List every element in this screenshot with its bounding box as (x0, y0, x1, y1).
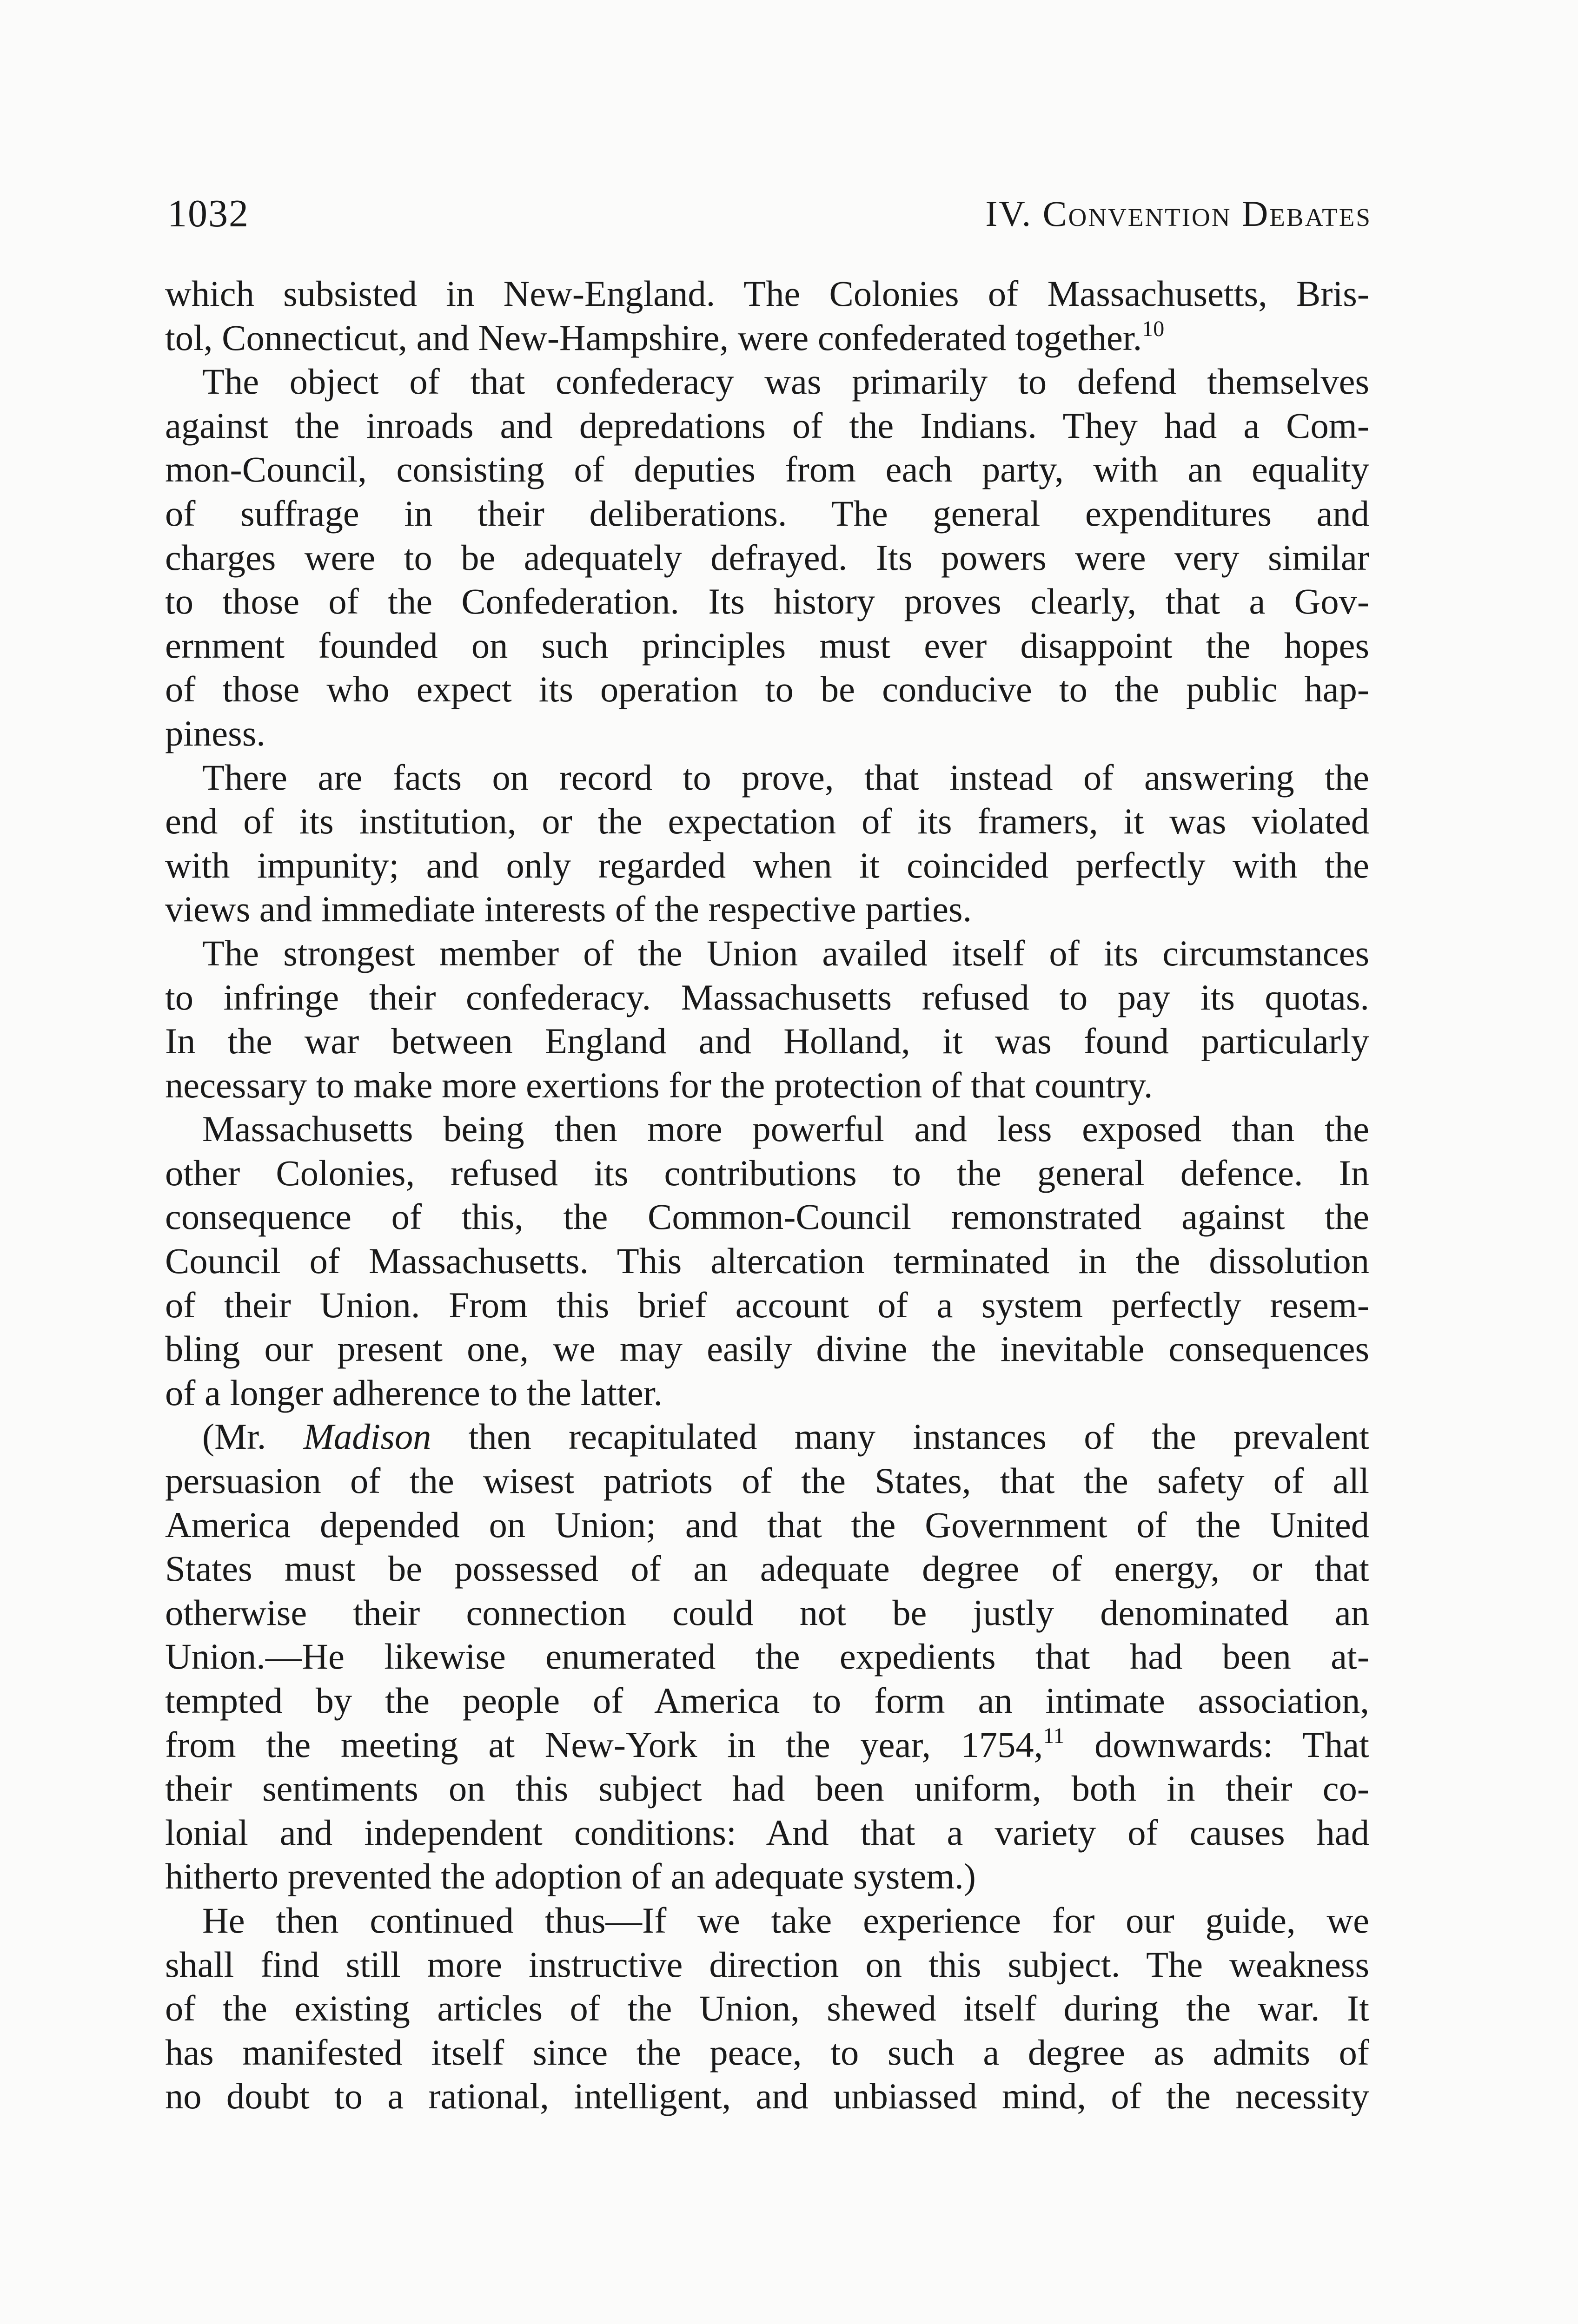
text-line (165, 1107, 1369, 1151)
text-line (165, 624, 1369, 668)
text-line (165, 492, 1369, 536)
paragraph (165, 756, 1369, 931)
text-run: of suffrage in their deliberations. The general expenditures and (165, 493, 1369, 534)
text-run: ernment founded on such principles must ever disappoint the hopes (165, 625, 1369, 666)
text-line (165, 1063, 1369, 1108)
text-line (165, 1679, 1369, 1723)
text-line (165, 536, 1369, 580)
text-run: tol, Connecticut, and New-Hampshire, were confederated together. (165, 317, 1142, 358)
paragraph (165, 360, 1369, 755)
text-run: America depended on Union; and that the Government of the United (165, 1504, 1369, 1545)
text-line (165, 1723, 1369, 1767)
text-line (165, 1635, 1369, 1679)
text-run: Council of Massachusetts. This altercation terminated in the dissolution (165, 1241, 1369, 1281)
text-run: views and immediate interests of the respective parties. (165, 889, 972, 930)
text-line (165, 1899, 1369, 1943)
text-run: bling our present one, we may easily divine the inevitable consequences (165, 1328, 1369, 1369)
text-run: of their Union. From this brief account of a system perfectly resem- (165, 1284, 1369, 1325)
text-run: There are facts on record to prove, that instead of answering the (202, 757, 1369, 798)
text-run: persuasion of the wisest patriots of the States, that the safety of all (165, 1460, 1369, 1501)
text-line (165, 1415, 1369, 1459)
text-run: shall find still more instructive direction on this subject. The weakness (165, 1944, 1369, 1985)
text-run: against the inroads and depredations of the Indians. They had a Com- (165, 405, 1369, 446)
text-line (165, 360, 1369, 404)
text-run: The object of that confederacy was primarily to defend themselves (202, 361, 1369, 402)
text-line (165, 316, 1369, 360)
text-line (165, 1195, 1369, 1239)
text-run: necessary to make more exertions for the protection of that country. (165, 1064, 1153, 1105)
text-run: has manifested itself since the peace, to such a degree as admits of (165, 2032, 1369, 2073)
text-run: of a longer adherence to the latter. (165, 1372, 663, 1413)
text-run: piness. (165, 713, 265, 753)
text-line (165, 844, 1369, 888)
text-run: end of its institution, or the expectation of its framers, it was violated (165, 801, 1369, 842)
text-run: mon-Council, consisting of deputies from each party, with an equality (165, 449, 1369, 490)
text-line (165, 2031, 1369, 2075)
text-run: charges were to be adequately defrayed. Its powers were very similar (165, 537, 1369, 578)
text-line (165, 1811, 1369, 1855)
text-run: In the war between England and Holland, it was found particularly (165, 1021, 1369, 1062)
text-line (165, 1019, 1369, 1063)
text-line (165, 712, 1369, 756)
text-run: States must be possessed of an adequate degree of energy, or that (165, 1548, 1369, 1589)
text-line (165, 1591, 1369, 1635)
text-line (165, 1239, 1369, 1283)
text-line (165, 1459, 1369, 1503)
text-run: of the existing articles of the Union, shewed itself during the war. It (165, 1988, 1369, 2029)
footnote-marker: 11 (1043, 1723, 1065, 1748)
text-line (165, 1987, 1369, 2031)
text-line (165, 2074, 1369, 2119)
text-run: Massachusetts being then more powerful and less exposed than the (202, 1109, 1369, 1149)
text-line (165, 756, 1369, 800)
text-line (165, 931, 1369, 976)
text-line (165, 1943, 1369, 1987)
text-run: other Colonies, refused its contributions to the general defence. In (165, 1152, 1369, 1193)
text-run: their sentiments on this subject had been uniform, both in their co- (165, 1768, 1369, 1809)
text-run: (Mr. (202, 1416, 304, 1457)
text-line (165, 799, 1369, 844)
text-line (165, 1547, 1369, 1591)
text-run: hitherto prevented the adoption of an adequate system.) (165, 1856, 976, 1897)
text-run: consequence of this, the Common-Council remonstrated against the (165, 1196, 1369, 1237)
text-run: to those of the Confederation. Its history proves clearly, that a Gov- (165, 581, 1369, 622)
footnote-marker: 10 (1142, 316, 1165, 341)
text-run: tempted by the people of America to form an intimate association, (165, 1680, 1369, 1721)
text-line (165, 1371, 1369, 1415)
paragraph (165, 1107, 1369, 1415)
paragraph (165, 931, 1369, 1107)
paragraph (165, 1415, 1369, 1899)
paragraph (165, 272, 1369, 360)
text-line (165, 976, 1369, 1020)
text-line (165, 1151, 1369, 1195)
text-run: downwards: That (1064, 1724, 1369, 1765)
text-line (165, 1503, 1369, 1547)
section-title: IV. Convention Debates (985, 193, 1372, 234)
text-line (165, 448, 1369, 492)
text-run: with impunity; and only regarded when it coincided perfectly with the (165, 845, 1369, 885)
text-line (165, 580, 1369, 624)
text-run: of those who expect its operation to be conducive to the public hap- (165, 669, 1369, 710)
text-line (165, 272, 1369, 316)
text-run: He then continued thus—If we take experience for our guide, we (202, 1900, 1369, 1941)
text-run: otherwise their connection could not be justly denominated an (165, 1592, 1369, 1633)
text-run: which subsisted in New-England. The Colonies of Massachusetts, Bris- (165, 273, 1369, 314)
text-line (165, 667, 1369, 712)
text-run: The strongest member of the Union availed itself of its circumstances (202, 932, 1369, 973)
running-head (167, 186, 1372, 242)
text-run: to infringe their confederacy. Massachusetts refused to pay its quotas. (165, 977, 1369, 1017)
italic-name: Madison (303, 1416, 431, 1457)
text-run: then recapitulated many instances of the prevalent (431, 1416, 1370, 1457)
paragraph (165, 1899, 1369, 2119)
text-run: from the meeting at New-York in the year, 1754, (165, 1724, 1043, 1765)
text-line (165, 1855, 1369, 1899)
body-text (165, 272, 1369, 2119)
text-line (165, 887, 1369, 931)
text-line (165, 404, 1369, 448)
text-run: lonial and independent conditions: And that a variety of causes had (165, 1812, 1369, 1853)
text-run: Union.—He likewise enumerated the expedients that had been at- (165, 1636, 1369, 1677)
text-line (165, 1767, 1369, 1811)
text-line (165, 1327, 1369, 1371)
text-run: no doubt to a rational, intelligent, and unbiassed mind, of the necessity (165, 2076, 1369, 2117)
page-number: 1032 (167, 192, 249, 235)
text-line (165, 1283, 1369, 1327)
